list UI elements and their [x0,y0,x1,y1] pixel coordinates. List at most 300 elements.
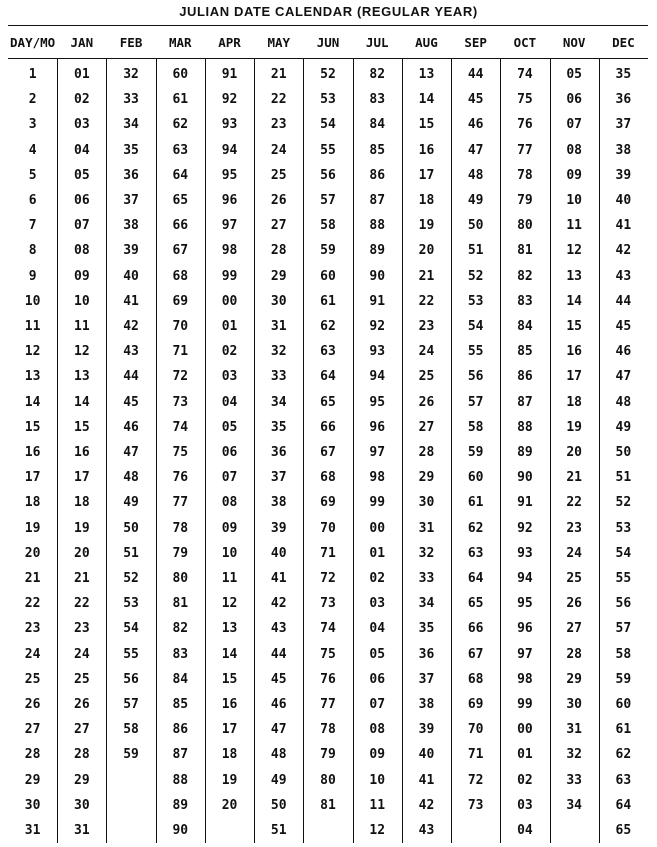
day-label: 22 [24,596,41,612]
julian-day-cell: 31 [74,823,90,838]
julian-day-cell: 72 [172,369,189,385]
julian-day-cell: 18 [566,394,582,410]
day-label: 26 [24,697,41,712]
julian-day-cell: 00 [221,293,238,309]
julian-day-cell: 84 [517,319,533,334]
julian-day-cell: 51 [615,470,632,486]
julian-day-cell: 56 [615,596,632,612]
julian-day-cell: 22 [566,495,582,511]
julian-day-cell: 55 [615,571,632,586]
julian-day-cell: 25 [566,571,582,586]
day-label: 8 [28,243,37,259]
julian-day-cell: 30 [270,293,287,309]
julian-day-cell: 15 [566,319,582,334]
julian-day-cell: 82 [172,621,189,637]
julian-day-cell: 38 [270,495,287,511]
column-header: OCT [513,35,537,50]
julian-day-cell: 82 [517,268,533,284]
julian-day-cell: 06 [221,445,238,460]
julian-day-cell: 05 [369,646,386,662]
julian-day-cell: 44 [467,67,484,82]
julian-day-cell: 48 [615,394,632,410]
julian-day-cell: 89 [172,797,189,813]
julian-day-cell: 39 [418,722,435,738]
julian-day-cell: 09 [369,747,386,763]
julian-day-cell: 09 [221,520,238,536]
julian-day-cell: 24 [418,344,435,360]
julian-day-cell: 66 [467,621,484,637]
julian-day-cell: 80 [320,772,336,788]
julian-day-cell: 96 [369,419,386,435]
julian-day-cell: 02 [221,344,238,360]
julian-day-cell: 98 [517,671,533,687]
julian-day-cell: 46 [123,419,139,435]
day-label: 10 [24,293,41,309]
julian-day-cell: 05 [566,67,582,82]
julian-day-cell: 29 [74,772,90,788]
julian-day-cell: 86 [369,167,386,183]
julian-day-cell: 64 [320,369,336,385]
julian-day-cell: 71 [467,747,484,763]
day-label: 11 [24,319,41,334]
julian-day-cell: 59 [320,243,336,259]
julian-day-cell: 94 [221,142,238,158]
julian-day-cell: 74 [517,67,533,82]
julian-day-cell: 90 [369,268,386,284]
julian-day-cell: 13 [221,621,238,637]
julian-day-cell: 07 [74,218,90,234]
julian-day-cell: 62 [615,747,632,763]
day-label: 12 [24,344,41,360]
julian-day-cell: 02 [369,571,386,586]
julian-day-cell: 61 [615,722,632,738]
julian-day-cell: 36 [123,167,139,183]
day-label: 16 [24,445,41,460]
julian-day-cell: 68 [467,671,484,687]
julian-day-cell: 08 [369,722,386,738]
julian-day-cell: 59 [467,445,484,460]
julian-day-cell: 98 [369,470,386,486]
julian-day-cell: 12 [74,344,90,360]
julian-day-cell: 97 [517,646,533,662]
julian-day-cell: 48 [270,747,287,763]
julian-day-cell: 94 [517,571,533,586]
julian-day-cell: 10 [221,545,238,561]
julian-day-cell: 66 [320,419,336,435]
julian-day-cell: 89 [369,243,386,259]
julian-day-cell: 89 [517,445,533,460]
julian-day-cell: 65 [615,823,632,838]
julian-day-cell: 84 [172,671,189,687]
julian-day-cell: 31 [270,319,287,334]
julian-day-cell: 19 [221,772,238,788]
julian-day-cell: 48 [123,470,139,486]
julian-day-cell: 23 [418,319,435,334]
julian-day-cell: 15 [418,117,435,133]
julian-day-cell: 96 [221,193,238,208]
header-top-rule [8,25,648,26]
julian-day-cell: 24 [566,545,582,561]
julian-day-cell: 41 [615,218,632,234]
julian-day-cell: 97 [221,218,238,234]
julian-day-cell: 29 [418,470,435,486]
julian-day-cell: 32 [270,344,287,360]
julian-day-cell: 35 [123,142,139,158]
day-label: 6 [28,193,37,208]
julian-day-cell: 36 [270,445,287,460]
julian-day-cell: 27 [418,419,435,435]
julian-day-cell: 05 [74,167,90,183]
julian-day-cell: 39 [123,243,139,259]
julian-day-cell: 51 [123,545,139,561]
julian-day-cell: 27 [566,621,582,637]
day-label: 2 [28,92,37,108]
julian-day-cell: 21 [270,67,287,82]
julian-day-cell: 73 [172,394,189,410]
julian-day-cell: 74 [320,621,336,637]
julian-day-cell: 47 [123,445,139,460]
julian-day-cell: 02 [74,92,90,108]
day-label: 9 [28,268,37,284]
julian-day-cell: 99 [369,495,386,511]
julian-day-cell: 93 [369,344,386,360]
julian-day-cell: 37 [123,193,139,208]
julian-day-cell: 24 [270,142,287,158]
julian-day-cell: 45 [123,394,139,410]
julian-day-cell: 85 [172,697,189,712]
julian-day-cell: 79 [320,747,336,763]
day-label: 13 [24,369,41,385]
julian-day-cell: 37 [615,117,632,133]
julian-day-cell: 47 [615,369,632,385]
julian-day-cell: 37 [418,671,435,687]
julian-day-cell: 99 [221,268,238,284]
julian-day-cell: 20 [74,545,90,561]
julian-day-cell: 86 [172,722,189,738]
day-label: 1 [28,67,37,82]
julian-day-cell: 71 [172,344,189,360]
julian-day-cell: 34 [270,394,287,410]
julian-day-cell: 44 [615,293,632,309]
julian-day-cell: 22 [270,92,287,108]
julian-day-cell: 24 [74,646,90,662]
julian-day-cell: 80 [517,218,533,234]
julian-day-cell: 96 [517,621,533,637]
julian-day-cell: 23 [566,520,582,536]
julian-day-cell: 69 [467,697,484,712]
julian-day-cell: 65 [172,193,189,208]
julian-day-cell: 95 [221,167,238,183]
julian-day-cell: 87 [517,394,533,410]
day-label: 15 [24,419,41,435]
julian-day-cell: 19 [566,419,582,435]
julian-day-cell [106,793,155,818]
julian-day-cell: 01 [221,319,238,334]
julian-day-cell: 91 [221,67,238,82]
julian-day-cell: 38 [123,218,139,234]
day-label: 4 [28,142,37,158]
julian-day-cell: 06 [369,671,386,687]
julian-day-cell: 78 [320,722,336,738]
julian-day-cell: 04 [369,621,386,637]
column-header: MAR [169,35,192,50]
julian-day-cell: 44 [270,646,287,662]
julian-day-cell: 30 [418,495,435,511]
julian-day-cell: 44 [123,369,139,385]
julian-day-cell: 34 [123,117,139,133]
julian-day-cell: 05 [221,419,238,435]
julian-day-cell: 04 [221,394,238,410]
julian-day-cell: 58 [467,419,484,435]
julian-day-cell: 75 [172,445,189,460]
julian-day-cell: 43 [270,621,287,637]
julian-day-cell: 20 [221,797,238,813]
julian-day-cell: 33 [418,571,435,586]
julian-day-cell: 61 [467,495,484,511]
julian-day-cell: 54 [320,117,336,133]
julian-day-cell: 03 [517,797,533,813]
julian-day-cell: 87 [369,193,386,208]
julian-day-cell [205,818,254,843]
julian-day-cell: 41 [123,293,139,309]
julian-day-cell: 10 [369,772,386,788]
julian-day-cell: 04 [74,142,90,158]
julian-day-cell: 50 [467,218,484,234]
julian-day-cell: 07 [566,117,582,133]
julian-day-cell: 83 [369,92,386,108]
julian-day-cell: 23 [270,117,287,133]
julian-day-cell: 06 [566,92,582,108]
julian-day-cell: 53 [615,520,632,536]
julian-day-cell: 03 [221,369,238,385]
julian-day-cell: 39 [615,167,632,183]
julian-day-cell: 31 [566,722,582,738]
julian-day-cell: 56 [467,369,484,385]
julian-day-cell: 70 [467,722,484,738]
day-label: 25 [24,671,41,687]
julian-day-cell: 45 [615,319,632,334]
julian-day-cell: 33 [566,772,582,788]
julian-day-cell: 01 [517,747,533,763]
julian-day-cell: 62 [467,520,484,536]
julian-day-cell: 87 [172,747,189,763]
julian-day-cell: 19 [74,520,90,536]
julian-day-cell: 63 [172,142,189,158]
julian-day-cell: 30 [566,697,582,712]
julian-day-cell: 16 [418,142,435,158]
julian-day-cell: 27 [270,218,287,234]
julian-day-cell: 85 [369,142,386,158]
julian-day-cell: 69 [172,293,189,309]
day-label: 21 [24,571,41,586]
julian-day-cell: 03 [369,596,386,612]
julian-day-cell: 43 [123,344,139,360]
julian-day-cell: 54 [615,545,632,561]
julian-day-cell: 14 [566,293,582,309]
julian-calendar-table [8,25,648,843]
julian-day-cell: 91 [517,495,533,511]
julian-day-cell: 41 [418,772,435,788]
julian-day-cell: 69 [320,495,336,511]
julian-day-cell: 47 [270,722,287,738]
julian-day-cell [451,818,500,843]
julian-day-cell: 43 [418,823,435,838]
julian-day-cell: 29 [566,671,582,687]
julian-day-cell: 53 [467,293,484,309]
julian-day-cell: 16 [566,344,582,360]
julian-day-cell: 83 [517,293,533,309]
julian-day-cell: 73 [320,596,336,612]
julian-day-cell: 38 [615,142,632,158]
julian-day-cell: 57 [467,394,484,410]
day-label: 18 [24,495,41,511]
julian-day-cell: 35 [418,621,435,637]
julian-day-cell: 60 [320,268,336,284]
julian-day-cell: 60 [615,697,632,712]
julian-day-cell: 67 [172,243,189,259]
julian-day-cell: 15 [221,671,238,687]
day-label: 28 [24,747,41,763]
julian-day-cell: 48 [467,167,484,183]
julian-day-cell: 17 [221,722,238,738]
column-header: SEP [464,35,487,50]
julian-day-cell: 49 [123,495,139,511]
julian-day-cell: 92 [369,319,386,334]
julian-day-cell: 13 [566,268,582,284]
julian-day-cell: 77 [517,142,533,158]
column-header: JAN [70,35,94,50]
julian-day-cell: 72 [320,571,336,586]
julian-day-cell: 42 [123,319,139,334]
julian-day-cell: 12 [369,823,386,838]
julian-day-cell: 02 [517,772,533,788]
julian-day-cell: 57 [320,193,336,208]
julian-day-cell: 07 [221,470,238,486]
julian-day-cell: 10 [566,193,582,208]
column-header: JUN [316,35,340,50]
julian-day-cell: 26 [566,596,582,612]
julian-day-cell: 55 [320,142,336,158]
day-label: 27 [24,722,41,738]
julian-day-cell: 88 [172,772,189,788]
julian-day-cell: 82 [369,67,386,82]
julian-day-cell: 74 [172,419,189,435]
julian-day-cell: 33 [270,369,287,385]
julian-day-cell: 49 [615,419,632,435]
julian-day-cell: 81 [320,797,336,813]
julian-day-cell: 77 [320,697,336,712]
julian-day-cell: 90 [517,470,533,486]
julian-day-cell: 35 [270,419,287,435]
julian-day-cell: 39 [270,520,287,536]
julian-day-cell: 55 [123,646,139,662]
column-header: NOV [562,35,586,50]
julian-day-cell: 09 [74,268,90,284]
julian-day-cell: 08 [221,495,238,511]
day-label: 29 [24,772,41,788]
header-bottom-rule [8,58,648,59]
julian-day-cell: 43 [615,268,632,284]
julian-day-cell: 25 [418,369,435,385]
day-label: 7 [28,218,37,234]
julian-day-cell: 26 [74,697,90,712]
julian-day-cell: 61 [320,293,336,309]
julian-day-cell: 16 [74,445,90,460]
julian-day-cell: 04 [517,823,533,838]
julian-day-cell: 21 [566,470,582,486]
julian-day-cell: 57 [615,621,632,637]
julian-day-cell: 60 [467,470,484,486]
julian-day-cell: 30 [74,797,90,813]
julian-day-cell: 81 [517,243,533,259]
julian-day-cell: 42 [615,243,632,259]
julian-day-cell: 84 [369,117,386,133]
julian-day-cell: 72 [467,772,484,788]
julian-day-cell: 10 [74,293,90,309]
julian-day-cell: 64 [467,571,484,586]
julian-day-cell: 14 [418,92,435,108]
julian-day-cell: 62 [172,117,189,133]
julian-day-cell: 88 [369,218,386,234]
julian-day-cell: 21 [74,571,90,586]
julian-day-cell: 61 [172,92,189,108]
julian-day-cell: 49 [467,193,484,208]
julian-day-cell: 56 [320,167,336,183]
day-label: 19 [24,520,41,536]
julian-day-cell: 31 [418,520,435,536]
julian-day-cell: 88 [517,419,533,435]
column-header: MAY [267,35,291,50]
julian-day-cell: 68 [172,268,189,284]
julian-day-cell: 20 [566,445,582,460]
julian-day-cell: 25 [74,671,90,687]
julian-day-cell: 18 [74,495,90,511]
julian-day-cell: 42 [270,596,287,612]
day-label: 17 [24,470,41,486]
julian-day-cell: 35 [615,67,632,82]
julian-day-cell: 65 [320,394,336,410]
julian-day-cell: 28 [418,445,435,460]
julian-day-cell: 64 [172,167,189,183]
julian-day-cell: 20 [418,243,435,259]
julian-day-cell: 51 [270,823,287,838]
julian-day-cell: 58 [123,722,139,738]
julian-day-cell: 63 [615,772,632,788]
column-header: FEB [119,35,143,50]
julian-day-cell: 63 [467,545,484,561]
julian-day-cell: 40 [270,545,287,561]
day-label: 20 [24,545,41,561]
julian-day-cell: 49 [270,772,287,788]
julian-day-cell: 50 [123,520,139,536]
day-label: 24 [24,646,41,662]
julian-day-cell: 36 [418,646,435,662]
julian-day-cell: 17 [74,470,90,486]
julian-day-cell: 90 [172,823,189,838]
julian-day-cell: 45 [467,92,484,108]
julian-day-cell: 11 [74,319,90,334]
julian-day-cell [303,818,352,843]
julian-day-cell: 98 [221,243,238,259]
julian-day-cell: 75 [517,92,533,108]
julian-day-cell: 32 [566,747,582,763]
julian-day-cell: 17 [418,167,435,183]
julian-day-cell: 19 [418,218,435,234]
day-label: 23 [24,621,41,637]
day-label: 3 [28,117,37,133]
julian-day-cell: 50 [615,445,632,460]
julian-day-cell: 26 [270,193,287,208]
